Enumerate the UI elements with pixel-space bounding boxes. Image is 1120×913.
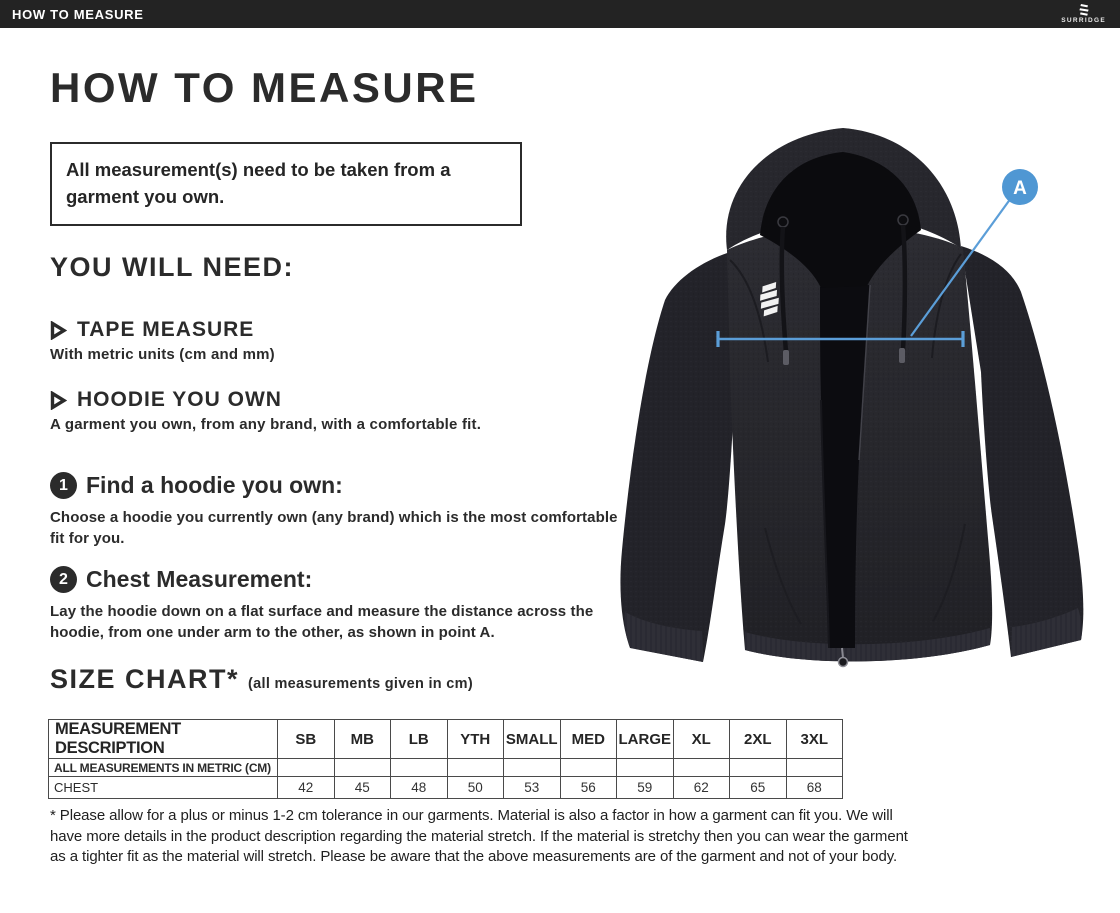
table-header-cell: MEASUREMENT DESCRIPTION	[49, 720, 278, 759]
top-bar	[0, 0, 1120, 28]
you-will-need-heading: YOU WILL NEED:	[50, 252, 295, 282]
table-cell	[391, 759, 448, 777]
table-cell	[560, 759, 617, 777]
table-cell	[447, 759, 504, 777]
table-cell	[730, 759, 787, 777]
table-cell: 68	[786, 777, 843, 799]
step-title: Find a hoodie you own:	[86, 472, 343, 498]
table-header-cell: LB	[391, 720, 448, 759]
notice-box	[50, 142, 522, 226]
table-cell: 56	[560, 777, 617, 799]
table-cell	[786, 759, 843, 777]
table-header-cell: MED	[560, 720, 617, 759]
table-row-label: ALL MEASUREMENTS IN METRIC (CM)	[49, 759, 278, 777]
table-cell	[617, 759, 674, 777]
table-cell: 53	[504, 777, 561, 799]
surridge-s-icon	[1076, 4, 1092, 17]
notice-text: All measurement(s) need to be taken from a garment you own.	[66, 159, 451, 207]
table-cell	[278, 759, 335, 777]
step-number-badge: 1	[50, 472, 77, 499]
triangle-bullet-icon	[50, 391, 67, 410]
hoodie-diagram	[615, 100, 1115, 690]
table-header-cell: MB	[334, 720, 391, 759]
table-cell: 59	[617, 777, 674, 799]
step-number-badge: 2	[50, 566, 77, 593]
page-title: HOW TO MEASURE	[50, 64, 479, 111]
need-item-description: A garment you own, from any brand, with a comfortable fit.	[50, 416, 482, 433]
table-header-cell: SMALL	[504, 720, 561, 759]
table-cell	[673, 759, 730, 777]
top-bar-title: HOW TO MEASURE	[12, 6, 144, 22]
disclaimer-text: * Please allow for a plus or minus 1-2 cm tolerance in our garments. Material is also a factor in how a garment can fit you. We will have more details in the product description regarding the material stretch. If the material is stretchy then you can wear the garment as a tighter fit as the material will stretch. Please be aware that the above measurements are of the garment and not of your body.	[50, 807, 908, 866]
table-row	[49, 777, 843, 799]
need-item-tape-measure	[50, 318, 570, 363]
size-chart-table	[48, 719, 843, 799]
size-chart-title: SIZE CHART*	[50, 664, 240, 694]
table-row-label: CHEST	[49, 777, 278, 799]
table-cell: 62	[673, 777, 730, 799]
table-header-cell: SB	[278, 720, 335, 759]
size-chart-subtitle: (all measurements given in cm)	[248, 676, 473, 692]
need-item-title: HOODIE YOU OWN	[77, 388, 282, 411]
step-description: Lay the hoodie down on a flat surface and measure the distance across the hoodie, from one under arm to the other, as shown in point A.	[50, 603, 594, 641]
table-cell: 48	[391, 777, 448, 799]
need-item-description: With metric units (cm and mm)	[50, 346, 275, 363]
point-a-label: A	[1013, 178, 1027, 199]
step-description: Choose a hoodie you currently own (any brand) which is the most comfortable fit for you.	[50, 509, 618, 547]
table-header-cell: YTH	[447, 720, 504, 759]
hoodie-illustration	[615, 100, 1115, 690]
step-1	[50, 472, 628, 549]
table-header-cell: XL	[673, 720, 730, 759]
drawstring-tip	[783, 350, 789, 365]
table-header-cell: LARGE	[617, 720, 674, 759]
drawstring-tip	[899, 348, 905, 363]
table-row	[49, 759, 843, 777]
table-cell: 45	[334, 777, 391, 799]
triangle-bullet-icon	[50, 321, 67, 340]
table-cell	[334, 759, 391, 777]
table-cell: 65	[730, 777, 787, 799]
step-2	[50, 566, 628, 643]
table-cell: 42	[278, 777, 335, 799]
table-header-cell: 3XL	[786, 720, 843, 759]
size-chart-heading	[50, 664, 473, 695]
need-item-hoodie-you-own	[50, 388, 570, 433]
brand-name: SURRIDGE	[1061, 16, 1106, 24]
table-header-cell: 2XL	[730, 720, 787, 759]
table-cell	[504, 759, 561, 777]
table-cell: 50	[447, 777, 504, 799]
step-title: Chest Measurement:	[86, 566, 313, 592]
need-item-title: TAPE MEASURE	[77, 318, 255, 341]
brand-logo	[1061, 4, 1106, 25]
